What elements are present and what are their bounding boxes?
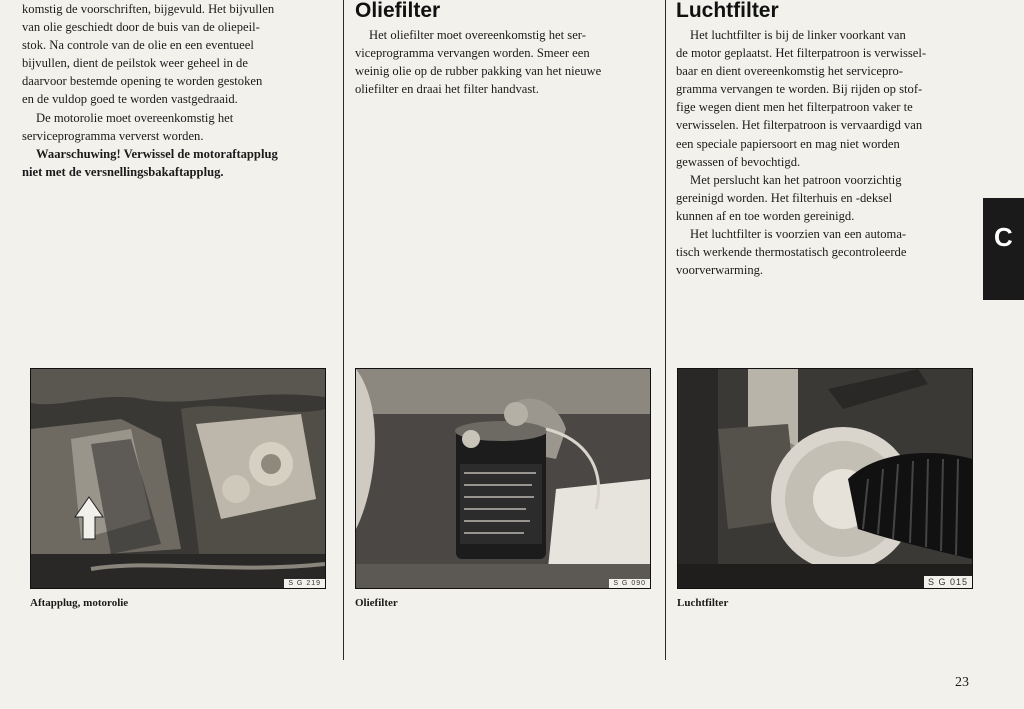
heading-oil-filter: Oliefilter — [355, 0, 441, 22]
text-line: daarvoor bestemde opening te worden gestoken — [22, 74, 263, 89]
text-line: gramma vervangen te worden. Bij rijden op stof- — [676, 82, 923, 97]
text-line: gewassen of bevochtigd. — [676, 154, 801, 169]
engine-underside-illustration — [31, 369, 325, 588]
text-line: baar en dient overeenkomstig het servicepro- — [676, 64, 903, 79]
text-line: van olie geschiedt door de buis van de oliepeil- — [22, 20, 260, 35]
text-line: een speciale papiersoort en mag niet worden — [676, 136, 900, 151]
oil-filter-illustration — [356, 369, 650, 588]
text-line: voorverwarming. — [676, 263, 764, 278]
text-line: viceprogramma vervangen worden. Smeer een — [355, 46, 590, 61]
section-tab-letter: C — [994, 222, 1013, 252]
text-line: weinig olie op de rubber pakking van het nieuwe — [355, 64, 602, 79]
text-line: oliefilter en draai het filter handvast. — [355, 82, 539, 97]
text-line: fige wegen dient men het filterpatroon vaker te — [676, 100, 913, 115]
text-line: Waarschuwing! Verwissel de motoraftapplug — [36, 146, 278, 161]
column-oil-filter — [355, 0, 655, 98]
column-divider — [343, 0, 344, 660]
paragraph-oil-refill — [22, 0, 332, 109]
column-air-filter — [676, 0, 976, 279]
paragraph-oil-filter — [355, 26, 655, 98]
caption-oil-filter: Oliefilter — [355, 597, 398, 609]
text-line: gereinigd worden. Het filterhuis en -deksel — [676, 190, 893, 205]
text-line: stok. Na controle van de olie en een eventueel — [22, 38, 254, 53]
photo-oil-filter — [355, 368, 651, 589]
text-line: komstig de voorschriften, bijgevuld. Het bijvullen — [22, 2, 275, 16]
text-line: Het luchtfilter is voorzien van een automa- — [690, 227, 907, 242]
column-divider — [665, 0, 666, 660]
figure-code: S G 219 — [284, 579, 325, 588]
air-filter-illustration — [678, 369, 972, 588]
text-line: Het oliefilter moet overeenkomstig het ser- — [369, 28, 586, 42]
page-number: 23 — [955, 675, 969, 690]
text-line: de motor geplaatst. Het filterpatroon is verwissel- — [676, 46, 927, 61]
paragraph-air-filter-preheat — [676, 225, 976, 279]
text-line: De motorolie moet overeenkomstig het — [36, 110, 234, 125]
paragraph-air-filter-location — [676, 26, 976, 171]
text-line: Het luchtfilter is bij de linker voorkant van — [690, 28, 906, 42]
text-line: Met perslucht kan het patroon voorzichtig — [690, 172, 902, 187]
text-line: verwisselen. Het filterpatroon is vervaardigd van — [676, 118, 923, 133]
text-line: kunnen af en toe worden gereinigd. — [676, 208, 855, 223]
figure-code: S G 015 — [924, 576, 972, 588]
text-line: niet met de versnellingsbakaftapplug. — [22, 164, 224, 179]
warning-paragraph — [22, 145, 332, 181]
text-line: en de vuldop goed te worden vastgedraaid. — [22, 92, 238, 107]
photo-oil-drain-plug — [30, 368, 326, 589]
paragraph-oil-change — [22, 109, 332, 145]
column-engine-oil — [22, 0, 332, 181]
photo-air-filter — [677, 368, 973, 589]
heading-air-filter: Luchtfilter — [676, 0, 779, 22]
text-line: bijvullen, dient de peilstok weer geheel in de — [22, 56, 248, 71]
caption-oil-drain-plug: Aftapplug, motorolie — [30, 597, 129, 609]
text-line: tisch werkende thermostatisch gecontroleerde — [676, 245, 907, 260]
paragraph-air-filter-cleaning — [676, 171, 976, 225]
figure-code: S G 090 — [609, 579, 650, 588]
text-line: serviceprogramma ververst worden. — [22, 128, 204, 143]
caption-air-filter: Luchtfilter — [677, 597, 729, 609]
section-tab — [983, 198, 1024, 300]
